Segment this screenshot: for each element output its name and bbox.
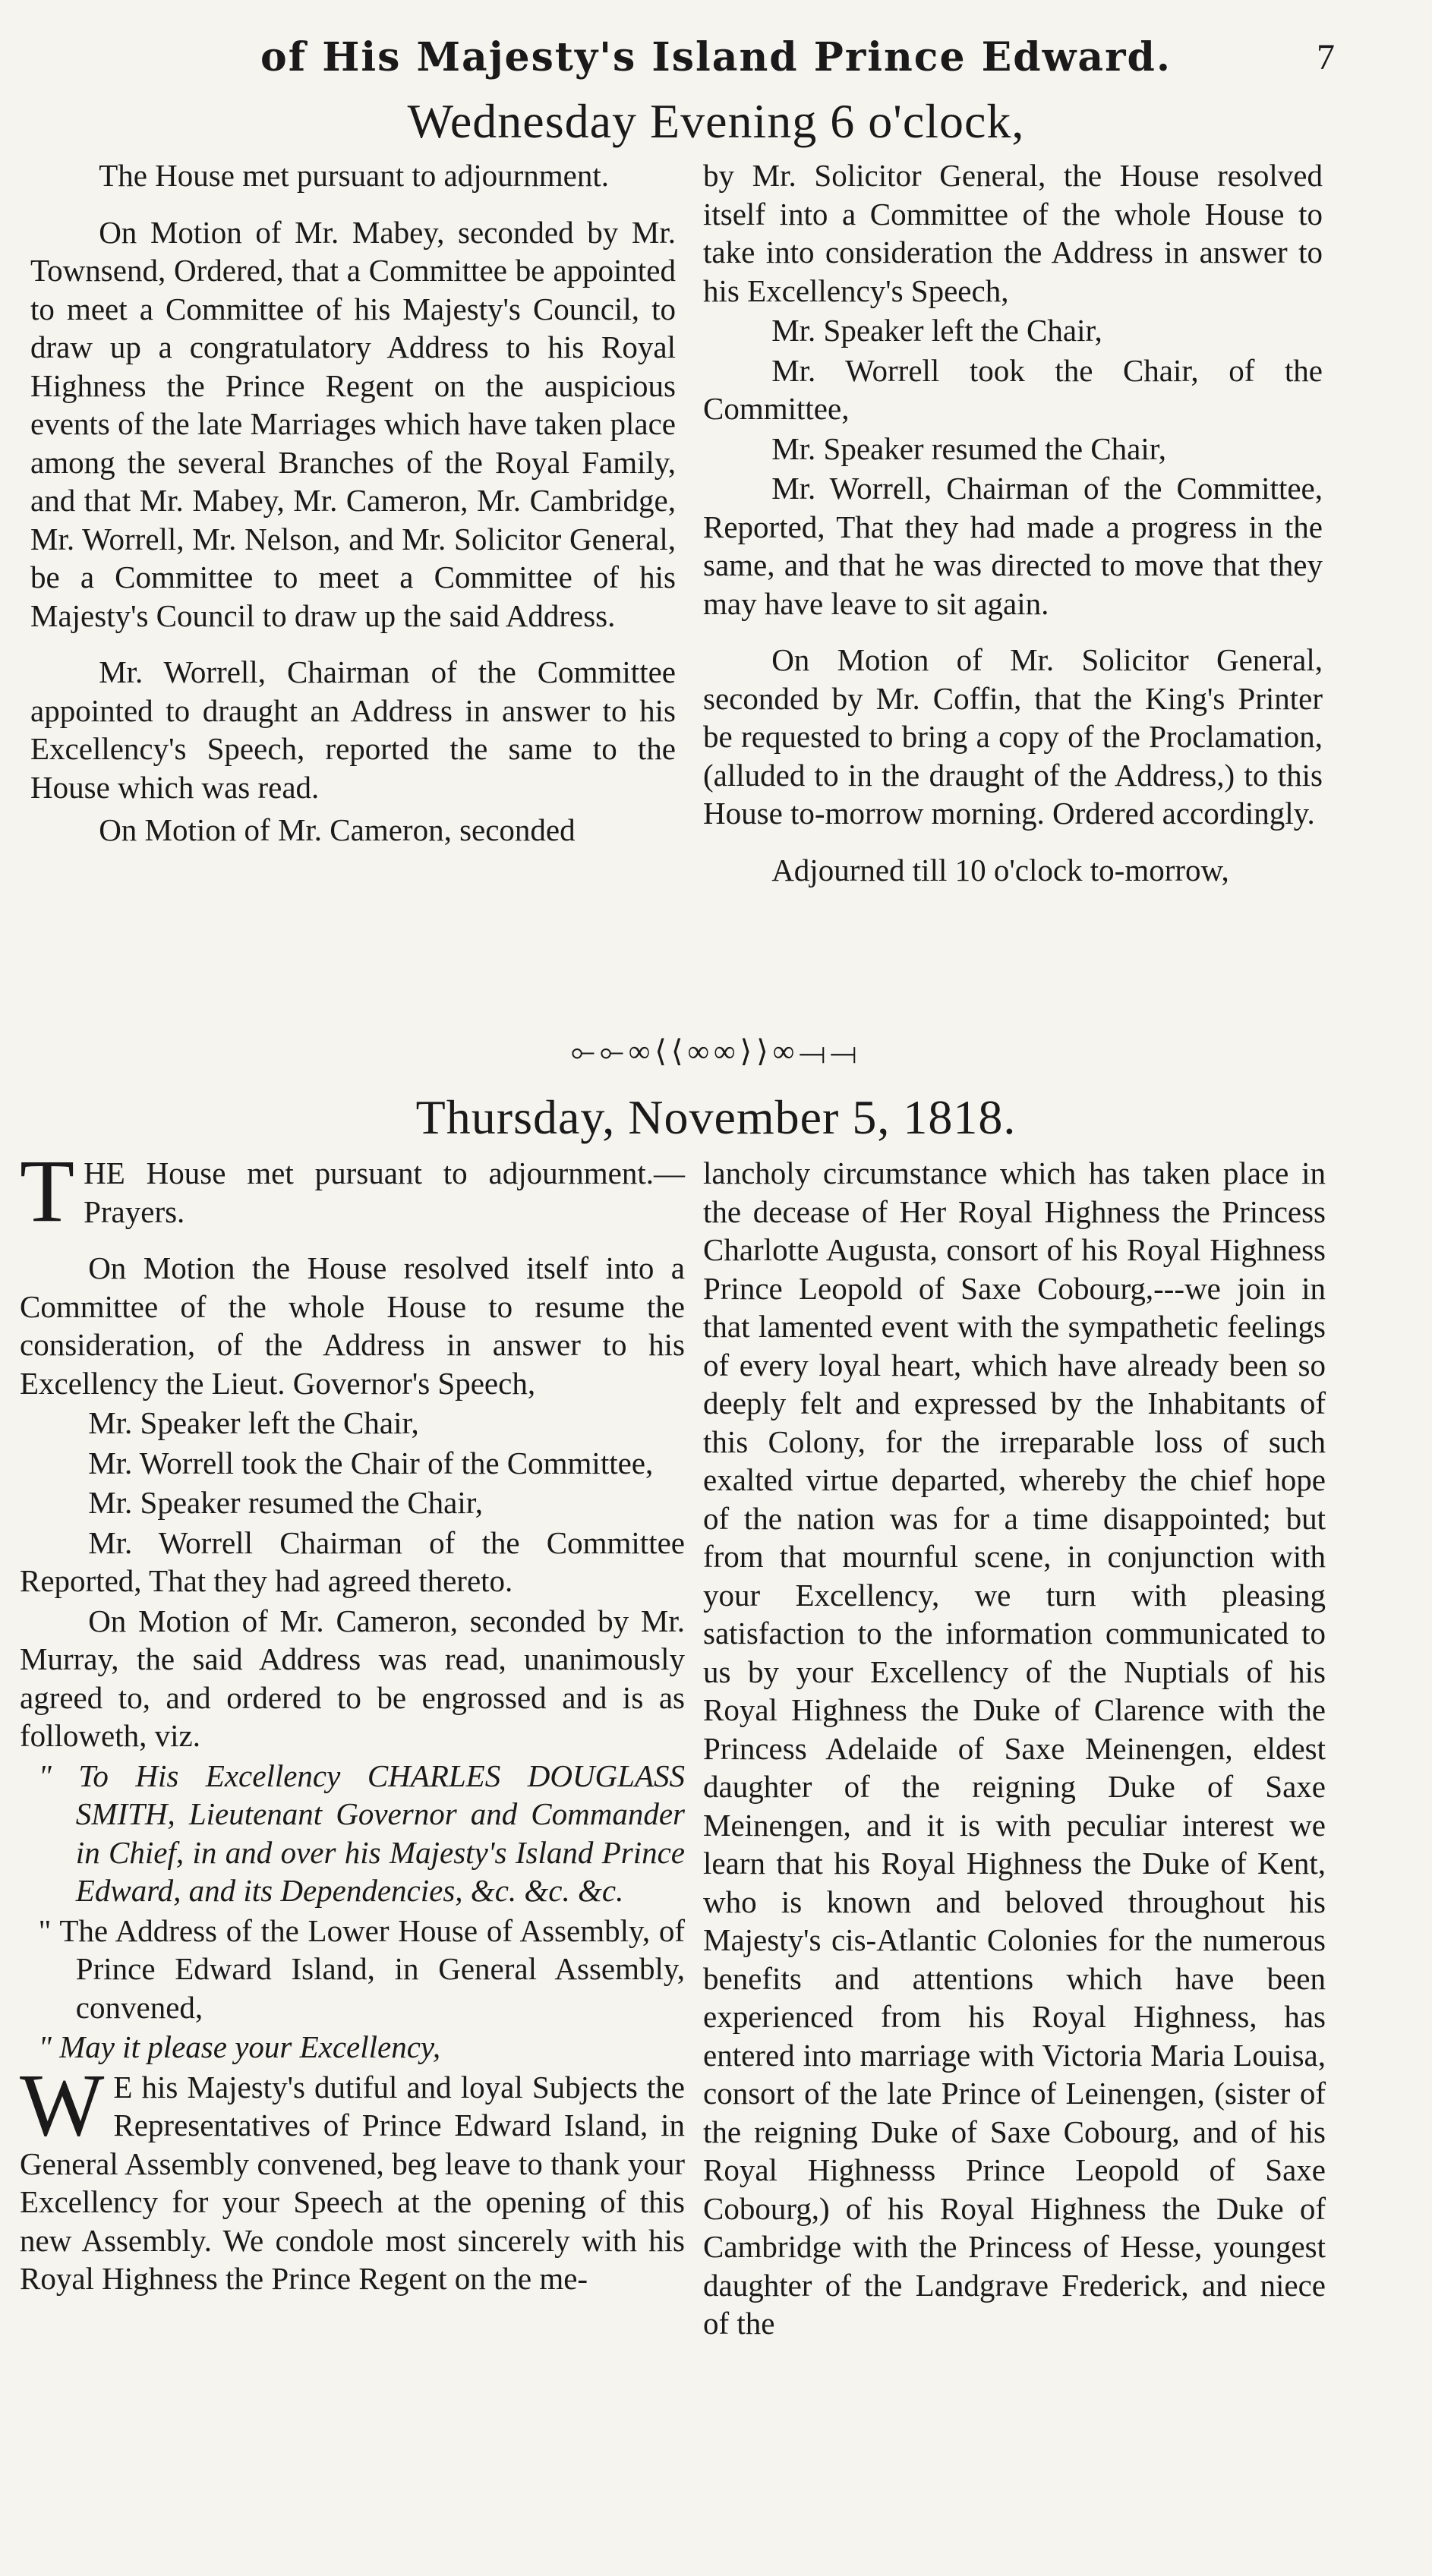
paragraph: Mr. Speaker left the Chair, [88, 1405, 419, 1440]
section-heading-thursday: Thursday, November 5, 1818. [415, 1090, 1017, 1144]
running-title: of His Majesty's Island Prince Edward. [260, 34, 1172, 80]
paragraph: Mr. Worrell Chairman of the Committee Reported, That they had agreed thereto. [20, 1524, 685, 1598]
paragraph: Adjourned till 10 o'clock to-morrow, [771, 852, 1229, 888]
paragraph-address-sender: " The Address of the Lower House of Assembly, of Prince Edward Island, in General Assembly, convened, [38, 1912, 685, 2025]
paragraph: by Mr. Solicitor General, the House resolved itself into a Committee of the whole House to take into consideration the Address in answer to his Excellency's Speech, [703, 158, 1323, 308]
paragraph: On Motion the House resolved itself into a Committee of the whole House to resume the consideration, of the Address in answer to his Excellency the Lieut. Governor's Speech, [20, 1250, 685, 1401]
paragraph: Mr. Speaker resumed the Chair, [771, 430, 1167, 466]
paragraph: lancholy circumstance which has taken place in the decease of Her Royal Highness the Princess Charlotte Augusta, consort of his Royal Highness Prince Leopold of Saxe Cobourg,---we join in that lamented event with the sympathetic feelings of every loyal heart, which have already been so deeply felt and expressed by the Inhabitants of this Colony, for the irreparable loss of such exalted virtue departed, whereby the chief hope of the nation was for a time disappointed; but from that mournful scene, in conjunction with your Excellency, we turn with pleasing satisfaction to the information communicated to us by your Excellency of the Nuptials of his Royal Highness the Duke of Clarence with the Princess Adelaide of Saxe Meinengen, eldest daughter of the reigning Duke of Saxe Meinengen, and it is with peculiar interest we learn that his Royal Highness the Duke of Kent, who is known and beloved throughout his Majesty's cis-Atlantic Colonies for the numerous benefits and attentions which have been experienced from his Royal Highness, has entered into marriage with Victoria Maria Louisa, consort of the late Prince of Leinengen, (sister of the reigning Duke of Saxe Cobourg, and of his Royal Highnesss Prince Leopold of Saxe Cobourg,) of his Royal Highness the Duke of Cambridge with the Princess of Hesse, youngest daughter of the Landgrave Frederick, and niece of the [703, 1156, 1326, 2341]
paragraph-salutation: " May it please your Excellency, [38, 2029, 441, 2064]
running-head [0, 27, 1432, 88]
paragraph: On Motion of Mr. Cameron, seconded [99, 812, 576, 847]
ornament-divider: ⟜⟜∞⟨⟨∞∞⟩⟩∞⟞⟞ [570, 1034, 862, 1068]
drop-cap: T [20, 1141, 75, 1241]
paragraph-address-heading: " To His Excellency CHARLES DOUGLASS SMITH, Lieutenant Governor and Commander in Chief, in and over his Majesty's Island Prince Edward, and its Dependencies, &c. &c. &c. [38, 1758, 685, 1908]
section2-left-column [20, 1141, 685, 2298]
paragraph: On Motion of Mr. Solicitor General, seconded by Mr. Coffin, that the King's Printer be requested to bring a copy of the Proclamation, (alluded to in the draught of the Address,) to this House to-morrow morning. Ordered accordingly. [703, 642, 1323, 831]
section1-right-column [703, 156, 1323, 889]
paragraph: Mr. Speaker left the Chair, [771, 313, 1102, 348]
paragraph [20, 1141, 685, 1241]
paragraph [20, 2054, 685, 2298]
section1-left-column [30, 156, 676, 850]
paragraph: On Motion of Mr. Mabey, seconded by Mr. Townsend, Ordered, that a Committee be appointed to meet a Committee of his Majesty's Council, to draw up a congratulatory Address to his Royal Highness the Prince Regent on the auspicious events of the late Marriages which have taken place among the several Branches of the Royal Family, and that Mr. Mabey, Mr. Cameron, Mr. Cambridge, Mr. Worrell, Mr. Nelson, and Mr. Solicitor General, be a Committee to meet a Committee of his Majesty's Council to draw up the said Address. [30, 214, 676, 633]
paragraph-text: E his Majesty's dutiful and loyal Subjects the Representatives of Prince Edward Island, in General Assembly convened, beg leave to thank your Excellency for your Speech at the opening of this new Assembly. We condole most sincerely with his Royal Highness the Prince Regent on the me- [20, 2069, 685, 2296]
paragraph: Mr. Worrell took the Chair, of the Committee, [703, 352, 1323, 426]
paragraph: Mr. Worrell, Chairman of the Committee, Reported, That they had made a progress in the same, and that he was directed to move that they may have leave to sit again. [703, 471, 1323, 621]
paragraph: Mr. Worrell, Chairman of the Committee appointed to draught an Address in answer to his Excellency's Speech, reported the same to the House which was read. [30, 654, 676, 805]
section-heading-wednesday: Wednesday Evening 6 o'clock, [407, 94, 1025, 148]
paragraph: The House met pursuant to adjournment. [99, 158, 609, 193]
paragraph: Mr. Speaker resumed the Chair, [88, 1485, 484, 1520]
paragraph-text: HE House met pursuant to adjournment.—Prayers. [84, 1156, 685, 1229]
paragraph: Mr. Worrell took the Chair of the Committee, [88, 1445, 654, 1480]
section2-right-column [703, 1154, 1326, 2343]
paragraph: On Motion of Mr. Cameron, seconded by Mr. Murray, the said Address was read, unanimously agreed to, and ordered to be engrossed and is as followeth, viz. [20, 1603, 685, 1753]
drop-cap: W [20, 2054, 105, 2155]
page-number: 7 [1317, 37, 1335, 77]
